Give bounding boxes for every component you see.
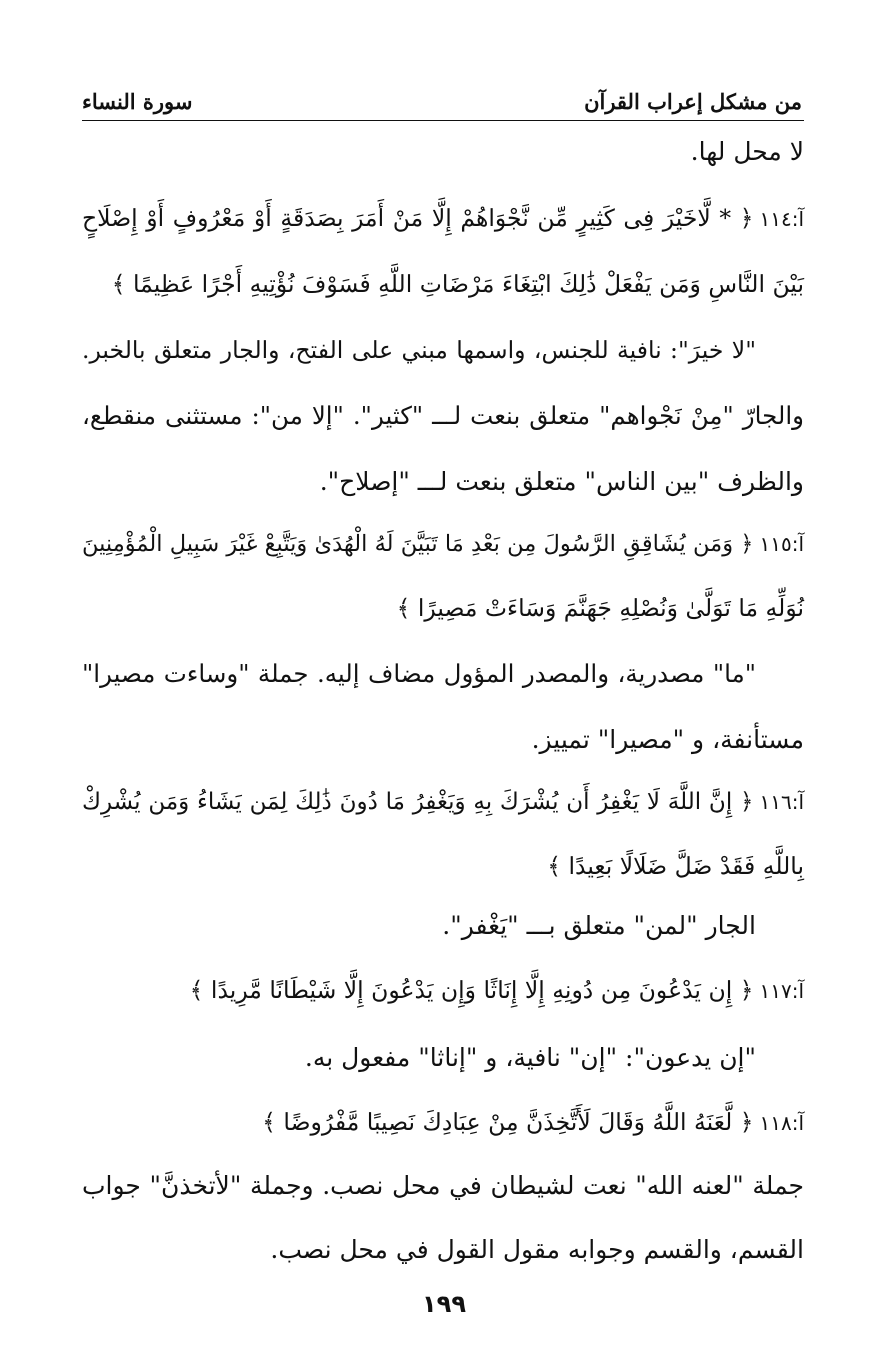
verse-line: بَيْنَ النَّاسِ وَمَن يَفْعَلْ ذَٰلِكَ ابْتِغَاءَ مَرْضَاتِ اللَّهِ فَسَوْفَ نُؤْتِيهِ أَجْرًا عَظِيمًا ﴾: [111, 270, 804, 298]
text-line: والظرف "بين الناس" متعلق بنعت لـــ "إصلاح".: [319, 467, 804, 496]
book-title: من مشكل إعراب القرآن: [584, 89, 802, 114]
page-number: ١٩٩: [422, 1290, 466, 1318]
verse-label: آ:١١٤: [759, 207, 804, 231]
verse-label: آ:١١٨: [759, 1111, 804, 1135]
verse-label: آ:١١٦: [759, 790, 804, 814]
verse-line: آ:١١٧﴿ إِن يَدْعُونَ مِن دُونِهِ إِلَّا إِنَاثًا وَإِن يَدْعُونَ إِلَّا شَيْطَانًا مَّرِيدًا ﴾: [189, 976, 804, 1004]
verse-line: نُوَلِّهِ مَا تَوَلَّىٰ وَنُصْلِهِ جَهَنَّمَ وَسَاءَتْ مَصِيرًا ﴾: [396, 594, 804, 622]
verse-line: آ:١١٥﴿ وَمَن يُشَاقِقِ الرَّسُولَ مِن بَعْدِ مَا تَبَيَّنَ لَهُ الْهُدَىٰ وَيَتَّبِعْ غَيْرَ سَبِيلِ الْمُؤْمِنِينَ: [82, 531, 804, 557]
text-line: "إن يدعون": "إن" نافية، و "إناثا" مفعول به.: [304, 1043, 756, 1072]
verse-line: آ:١١٨﴿ لَّعَنَهُ اللَّهُ وَقَالَ لَأَتَّخِذَنَّ مِنْ عِبَادِكَ نَصِيبًا مَّفْرُوضًا ﴾: [262, 1108, 804, 1136]
running-header: [82, 88, 802, 116]
header-rule: [82, 120, 804, 121]
verse-line: آ:١١٤﴿ * لَّاخَيْرَ فِى كَثِيرٍ مِّن نَّجْوَاهُمْ إِلَّا مَنْ أَمَرَ بِصَدَقَةٍ أَوْ مَعْرُوفٍ أَوْ إِصْلَاحٍ: [82, 204, 804, 232]
text-line: والجارّ "مِنْ نَجْواهم" متعلق بنعت لـــ "كثير". "إلا من": مستثنى منقطع،: [82, 401, 804, 430]
text-line: "ما" مصدرية، والمصدر المؤول مضاف إليه. جملة "وساءت مصيرا": [82, 659, 756, 688]
text-line: الجار "لمن" متعلق بـــ "يَغْفر".: [442, 911, 756, 940]
text-line: القسم، والقسم وجوابه مقول القول في محل نصب.: [270, 1235, 804, 1264]
verse-line: آ:١١٦﴿ إِنَّ اللَّهَ لَا يَغْفِرُ أَن يُشْرَكَ بِهِ وَيَغْفِرُ مَا دُونَ ذَٰلِكَ لِمَن يَشَاءُ وَمَن يُشْرِكْ: [82, 789, 804, 815]
surah-title: سورة النساء: [82, 89, 193, 114]
text-line: لا محل لها.: [690, 137, 804, 166]
text-line: مستأنفة، و "مصيرا" تمييز.: [531, 725, 804, 754]
verse-label: آ:١١٥: [759, 532, 804, 556]
text-line: جملة "لعنه الله" نعت لشيطان في محل نصب. وجملة "لأتخذنَّ" جواب: [82, 1171, 804, 1200]
verse-line: بِاللَّهِ فَقَدْ ضَلَّ ضَلَالًا بَعِيدًا ﴾: [547, 852, 804, 880]
text-line: "لا خيرَ": نافية للجنس، واسمها مبني على الفتح، والجار متعلق بالخبر.: [82, 336, 756, 364]
verse-label: آ:١١٧: [759, 979, 804, 1003]
